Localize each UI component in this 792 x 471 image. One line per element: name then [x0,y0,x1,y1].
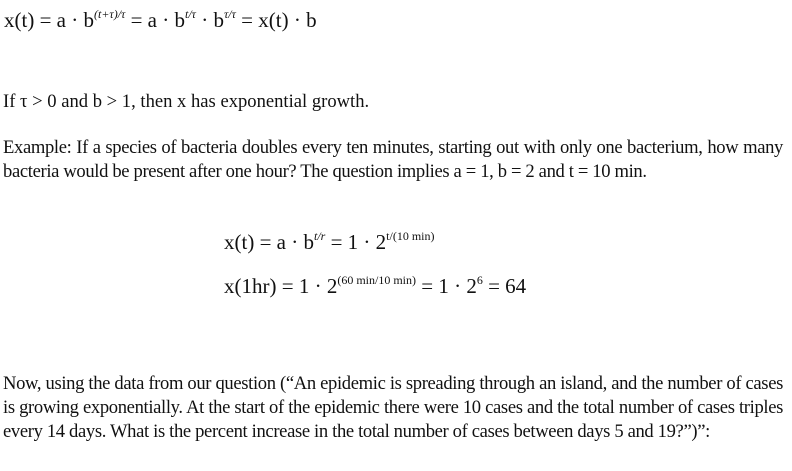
eq-mid1-part-b: = 1 · 2 [325,230,387,254]
eq-top-part-c: · b [195,8,224,32]
epidemic-question-text: Now, using the data from our question (“An epidemic is spreading through an island, and the number of cases is growing exponentially. At the start of the epidemic there were 10 cases and the total number of cases triples every 14 days. What is the percent increase in the total number of cases between days 5 and 19?”)”: [3,373,783,442]
eq-mid2-part-b: = 1 · 2 [416,274,477,298]
eq-top-part-b: = a · b [125,8,186,32]
eq-mid1-part-a: x(t) = a · b [224,230,314,254]
growth-condition-text: If τ > 0 and b > 1, then x has exponential growth. [3,91,370,112]
eq-mid2-exp-b: 6 [476,273,483,287]
eq-top-part-a: x(t) = a · b [4,8,94,32]
eq-top-exp-b: t/τ [185,7,196,21]
bacteria-general-equation [224,230,435,255]
exponential-identity-equation [4,8,317,33]
eq-mid2-exp-a: (60 min/10 min) [337,273,416,287]
bacteria-one-hour-equation [224,274,526,299]
eq-mid1-exp-a: t/r [313,229,326,243]
eq-top-exp-a: (t+τ)/τ [93,7,126,21]
eq-top-part-d: = x(t) · b [235,8,317,32]
eq-top-exp-c: τ/τ [223,7,236,21]
eq-mid1-exp-b: t/(10 min) [386,229,435,243]
eq-mid2-part-c: = 64 [482,274,527,298]
eq-mid2-part-a: x(1hr) = 1 · 2 [224,274,338,298]
bacteria-example-text: Example: If a species of bacteria doubles every ten minutes, starting out with only one bacterium, how many bacteria would be present after one hour? The question implies a = 1, b = 2 and t = 10 min. [3,137,783,182]
